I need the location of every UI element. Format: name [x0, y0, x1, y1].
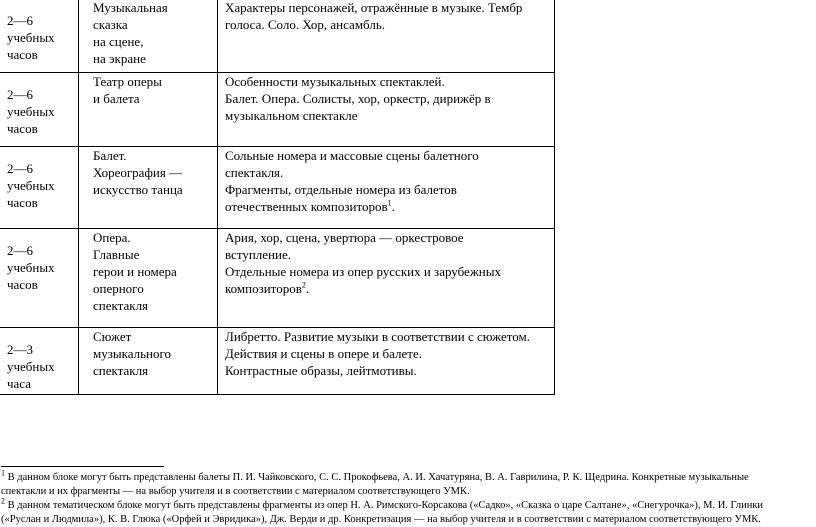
hours-cell-line: [7, 103, 78, 120]
topic-cell-text: музыкального: [93, 346, 171, 361]
footnote-text: В данном блоке могут быть представлены балеты П. И. Чайковского, С. С. Прокофьева, А. И. Хачатуряна, В. А. Гаврилина, Р. К. Щедрина. Конкретные музыкальные: [5, 472, 749, 483]
hours-cell-line: [7, 276, 78, 293]
content-cell-line: [225, 107, 554, 124]
footnote-line: [1, 496, 816, 513]
content-cell-line: [225, 229, 554, 246]
content-cell-text: отечественных композиторов: [225, 199, 388, 214]
hours-cell: [0, 0, 79, 73]
hours-cell-text: учебных: [7, 178, 55, 193]
hours-cell-line: [7, 120, 78, 137]
hours-cell: [0, 229, 79, 328]
content-cell-text: музыкальном спектакле: [225, 108, 358, 123]
content-cell-text: вступление.: [225, 247, 291, 262]
topic-cell-text: оперного: [93, 281, 144, 296]
topic-cell: [79, 229, 218, 328]
topic-cell-text: спектакля: [93, 298, 149, 313]
hours-cell-text: 2—6: [7, 13, 33, 28]
content-cell: [218, 0, 555, 73]
hours-cell-line: [7, 194, 78, 211]
content-cell-text: голоса. Соло. Хор, ансамбль.: [225, 17, 386, 32]
hours-cell-text: часов: [7, 195, 38, 210]
hours-cell-text: 2—6: [7, 161, 33, 176]
topic-cell-line: [93, 181, 217, 198]
content-cell-line: [225, 73, 554, 90]
content-cell-text: Отдельные номера из опер русских и зарубежных: [225, 264, 502, 279]
table-row: [0, 229, 555, 328]
topic-cell-text: и балета: [93, 91, 140, 106]
content-cell-line: [225, 328, 554, 345]
hours-cell-text: учебных: [7, 30, 55, 45]
hours-cell-text: часов: [7, 121, 38, 136]
hours-cell-line: [7, 86, 78, 103]
content-cell-line: [225, 16, 554, 33]
hours-cell-line: [7, 375, 78, 392]
topic-cell-text: Опера.: [93, 230, 131, 245]
content-cell-line: [225, 90, 554, 107]
topic-cell-text: Театр оперы: [93, 74, 162, 89]
topic-cell-line: [93, 50, 217, 67]
content-cell: [218, 73, 555, 147]
topic-cell-text: на экране: [93, 51, 146, 66]
topic-cell-line: [93, 246, 217, 263]
topic-cell-text: Сюжет: [93, 329, 132, 344]
topic-cell-line: [93, 73, 217, 90]
topic-cell: [79, 147, 218, 229]
topic-cell-text: герои и номера: [93, 264, 177, 279]
topic-cell-line: [93, 0, 217, 16]
topic-cell: [79, 73, 218, 147]
topic-cell-line: [93, 362, 217, 379]
footnote-text: спектакли и их фрагменты — на выбор учителя и в соответствии с материалом соответствующего УМК.: [1, 486, 470, 497]
topic-cell-line: [93, 263, 217, 280]
topic-cell-line: [93, 164, 217, 181]
hours-cell-text: часов: [7, 47, 38, 62]
topic-cell-text: искусство танца: [93, 182, 183, 197]
topic-cell-text: Главные: [93, 247, 140, 262]
hours-cell-line: [7, 358, 78, 375]
hours-cell-text: учебных: [7, 104, 55, 119]
content-cell-line: [225, 362, 554, 379]
hours-cell-text: 2—6: [7, 243, 33, 258]
content-cell-line: [225, 181, 554, 198]
topic-cell-line: [93, 345, 217, 362]
hours-cell-line: [7, 259, 78, 276]
content-cell-text: спектакля.: [225, 165, 284, 180]
content-cell-text: Балет. Опера. Солисты, хор, оркестр, дирижёр в: [225, 91, 491, 106]
hours-cell-line: [7, 12, 78, 29]
content-cell-text: Ария, хор, сцена, увертюра — оркестровое: [225, 230, 464, 245]
content-cell-line: отечественных композиторов$^1$.: [225, 198, 395, 214]
topic-cell: [79, 328, 218, 395]
hours-cell: [0, 73, 79, 147]
hours-cell: [0, 147, 79, 229]
table-row: [0, 328, 555, 395]
footnote-text: В данном тематическом блоке могут быть представлены фрагменты из опер Н. А. Римского-Корсакова («Садко», «Сказка о царе Салтане», «Снегурочка»), М. И. Глинки: [5, 500, 764, 511]
content-cell-text: Характеры персонажей, отражённые в музыке. Тембр: [225, 0, 523, 15]
hours-cell-text: часов: [7, 277, 38, 292]
content-cell-line: [225, 0, 554, 16]
content-cell-line: композиторов$^2$.: [225, 280, 310, 296]
topic-cell-line: [93, 147, 217, 164]
content-cell: [218, 328, 555, 395]
topic-cell-line: [93, 33, 217, 50]
topic-cell-text: сказка: [93, 17, 128, 32]
content-cell: [218, 229, 555, 328]
footnote-text: («Руслан и Людмила»), К. В. Глюка («Орфей и Эвридика»), Дж. Верди и др. Конкретизация — на выбор учителя и в соответствии с материалом соответствующего УМК.: [1, 514, 761, 525]
content-cell-line: [225, 246, 554, 263]
footnote-line: [1, 468, 816, 485]
hours-cell-text: 2—6: [7, 87, 33, 102]
topic-cell-line: [93, 297, 217, 314]
topic-cell-text: Балет.: [93, 148, 127, 163]
hours-cell-line: [7, 242, 78, 259]
topic-cell-line: [93, 328, 217, 345]
footnotes: [1, 468, 816, 527]
hours-cell-line: [7, 177, 78, 194]
table-row: [0, 0, 555, 73]
footnote-mark: 2: [1, 496, 5, 506]
table-row: [0, 147, 555, 229]
topic-cell-line: [93, 90, 217, 107]
hours-cell-text: учебных: [7, 260, 55, 275]
content-cell-text: Сольные номера и массовые сцены балетного: [225, 148, 479, 163]
topic-cell-text: Музыкальная: [93, 0, 168, 15]
content-cell-text: Особенности музыкальных спектаклей.: [225, 74, 445, 89]
topic-cell-text: на сцене,: [93, 34, 144, 49]
footnote-line: [1, 485, 816, 499]
topic-cell-line: [93, 16, 217, 33]
hours-cell-line: [7, 46, 78, 63]
footnote-mark: 1: [1, 468, 5, 478]
table-row: [0, 73, 555, 147]
topic-cell-line: [93, 229, 217, 246]
topic-cell-text: Хореография —: [93, 165, 183, 180]
footnote-line: [1, 513, 816, 527]
content-cell: [218, 147, 555, 229]
hours-cell-line: [7, 341, 78, 358]
content-cell-line: [225, 164, 554, 181]
footnote-separator: [1, 466, 164, 467]
topic-cell-text: спектакля: [93, 363, 149, 378]
content-cell-line: [225, 147, 554, 164]
content-cell-text: композиторов: [225, 281, 302, 296]
hours-cell-text: часа: [7, 376, 32, 391]
content-cell-text: Действия и сцены в опере и балете.: [225, 346, 422, 361]
content-cell-text: Контрастные образы, лейтмотивы.: [225, 363, 417, 378]
footnote-reference: 2: [301, 280, 306, 290]
topic-cell: [79, 0, 218, 73]
content-cell-text: Либретто. Развитие музыки в соответствии с сюжетом.: [225, 329, 530, 344]
hours-cell-text: учебных: [7, 359, 55, 374]
hours-cell-text: 2—3: [7, 342, 33, 357]
footnote-reference: 1: [387, 198, 392, 208]
hours-cell-line: [7, 29, 78, 46]
hours-cell: [0, 328, 79, 395]
content-cell-line: [225, 345, 554, 362]
content-cell-text: Фрагменты, отдельные номера из балетов: [225, 182, 457, 197]
content-cell-line: [225, 263, 554, 280]
topic-cell-line: [93, 280, 217, 297]
hours-cell-line: [7, 160, 78, 177]
